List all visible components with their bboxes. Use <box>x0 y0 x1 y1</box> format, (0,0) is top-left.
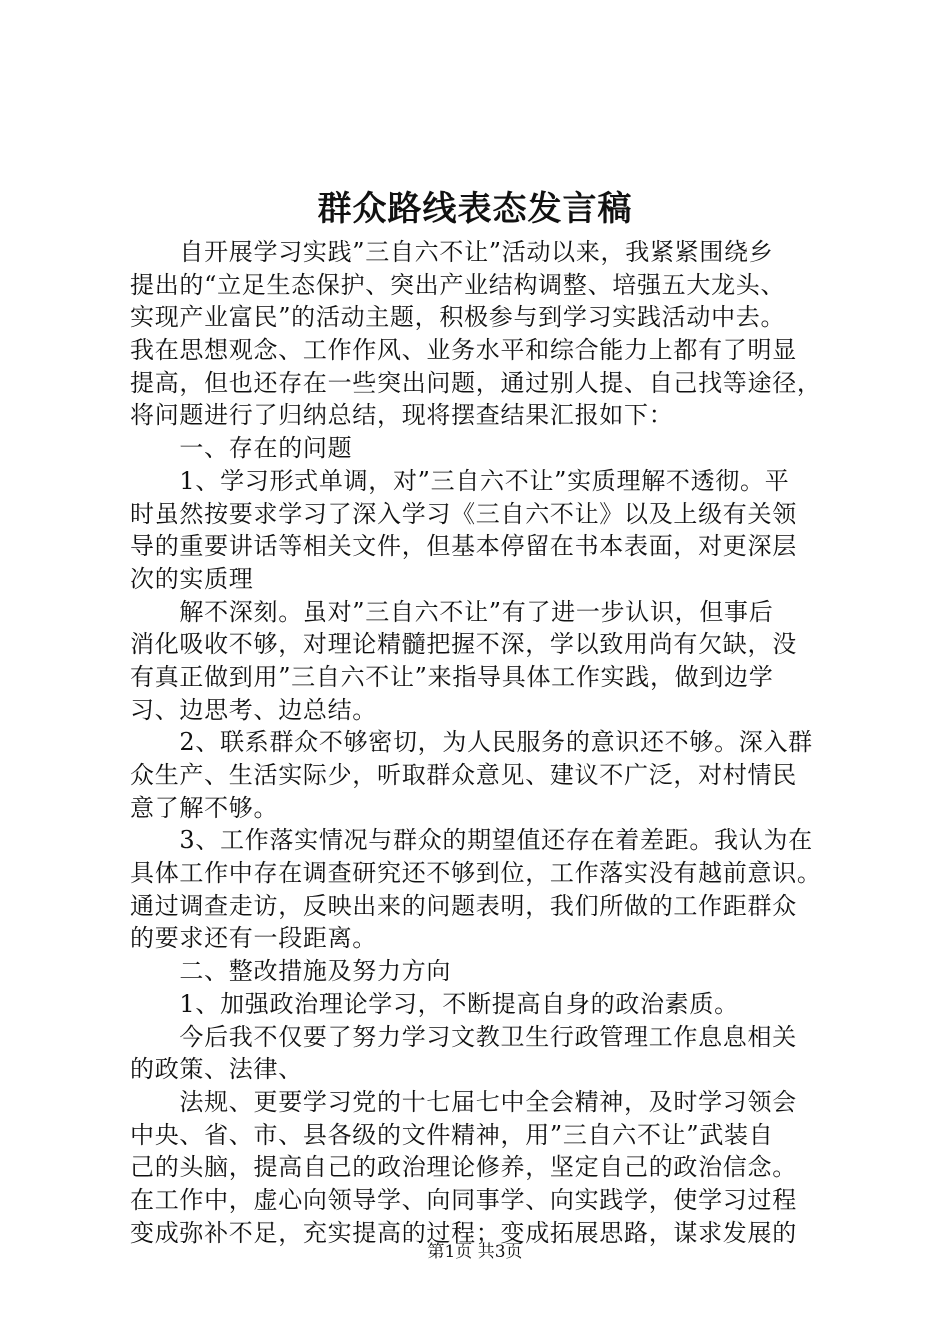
body-line: 己的头脑，提高自己的政治理论修养，坚定自己的政治信念。 <box>130 1153 797 1182</box>
body-line: 消化吸收不够，对理论精髓把握不深，学以致用尚有欠缺，没 <box>130 630 797 659</box>
section-heading: 一、存在的问题 <box>130 434 353 463</box>
body-line: 有真正做到用”三自六不让”来指导具体工作实践，做到边学 <box>130 662 774 691</box>
body-line: 的要求还有一段距离。 <box>130 924 377 953</box>
body-line: 1、加强政治理论学习，不断提高自身的政治素质。 <box>130 989 739 1018</box>
body-line: 2、联系群众不够密切，为人民服务的意识还不够。深入群 <box>130 728 813 757</box>
body-line: 自开展学习实践”三自六不让”活动以来，我紧紧围绕乡 <box>130 238 774 266</box>
body-line: 通过调查走访，反映出来的问题表明，我们所做的工作距群众 <box>130 891 797 920</box>
body-line: 的政策、法律、 <box>130 1055 303 1084</box>
body-line: 习、边思考、边总结。 <box>130 695 377 724</box>
body-line: 意了解不够。 <box>130 793 279 822</box>
body-line: 次的实质理 <box>130 564 254 593</box>
body-line: 将问题进行了归纳总结，现将摆查结果汇报如下： <box>130 401 674 430</box>
page-number-footer: 第1页 共3页 <box>427 1242 523 1262</box>
body-line: 导的重要讲话等相关文件，但基本停留在书本表面，对更深层 <box>130 532 797 561</box>
document-title: 群众路线表态发言稿 <box>317 189 633 229</box>
body-line: 中央、省、市、县各级的文件精神，用”三自六不让”武装自 <box>130 1120 774 1149</box>
body-line: 在工作中，虚心向领导学、向同事学、向实践学，使学习过程 <box>130 1185 797 1214</box>
body-line: 3、工作落实情况与群众的期望值还存在着差距。我认为在 <box>130 826 813 855</box>
document-body <box>130 236 830 1249</box>
section-heading: 二、整改措施及努力方向 <box>130 957 452 986</box>
body-line: 今后我不仅要了努力学习文教卫生行政管理工作息息相关 <box>130 1022 797 1051</box>
body-line: 众生产、生活实际少，听取群众意见、建议不广泛，对村情民 <box>130 761 797 789</box>
body-line: 具体工作中存在调查研究还不够到位，工作落实没有越前意识。 <box>130 859 822 888</box>
body-line: 1、学习形式单调，对”三自六不让”实质理解不透彻。平 <box>130 466 790 495</box>
body-line: 实现产业富民”的活动主题，积极参与到学习实践活动中去。 <box>130 303 786 332</box>
body-line: 我在思想观念、工作作风、业务水平和综合能力上都有了明显 <box>130 336 797 365</box>
body-line: 时虽然按要求学习了深入学习《三自六不让》以及上级有关领 <box>130 499 797 528</box>
body-line: 法规、更要学习党的十七届七中全会精神，及时学习领会 <box>130 1087 797 1116</box>
body-line: 解不深刻。虽对”三自六不让”有了进一步认识，但事后 <box>130 597 774 626</box>
body-line: 变成弥补不足，充实提高的过程；变成拓展思路，谋求发展的 <box>130 1218 797 1247</box>
body-line: 提出的“立足生态保护、突出产业结构调整、培强五大龙头、 <box>130 270 786 299</box>
body-line: 提高，但也还存在一些突出问题，通过别人提、自己找等途径， <box>130 368 822 397</box>
